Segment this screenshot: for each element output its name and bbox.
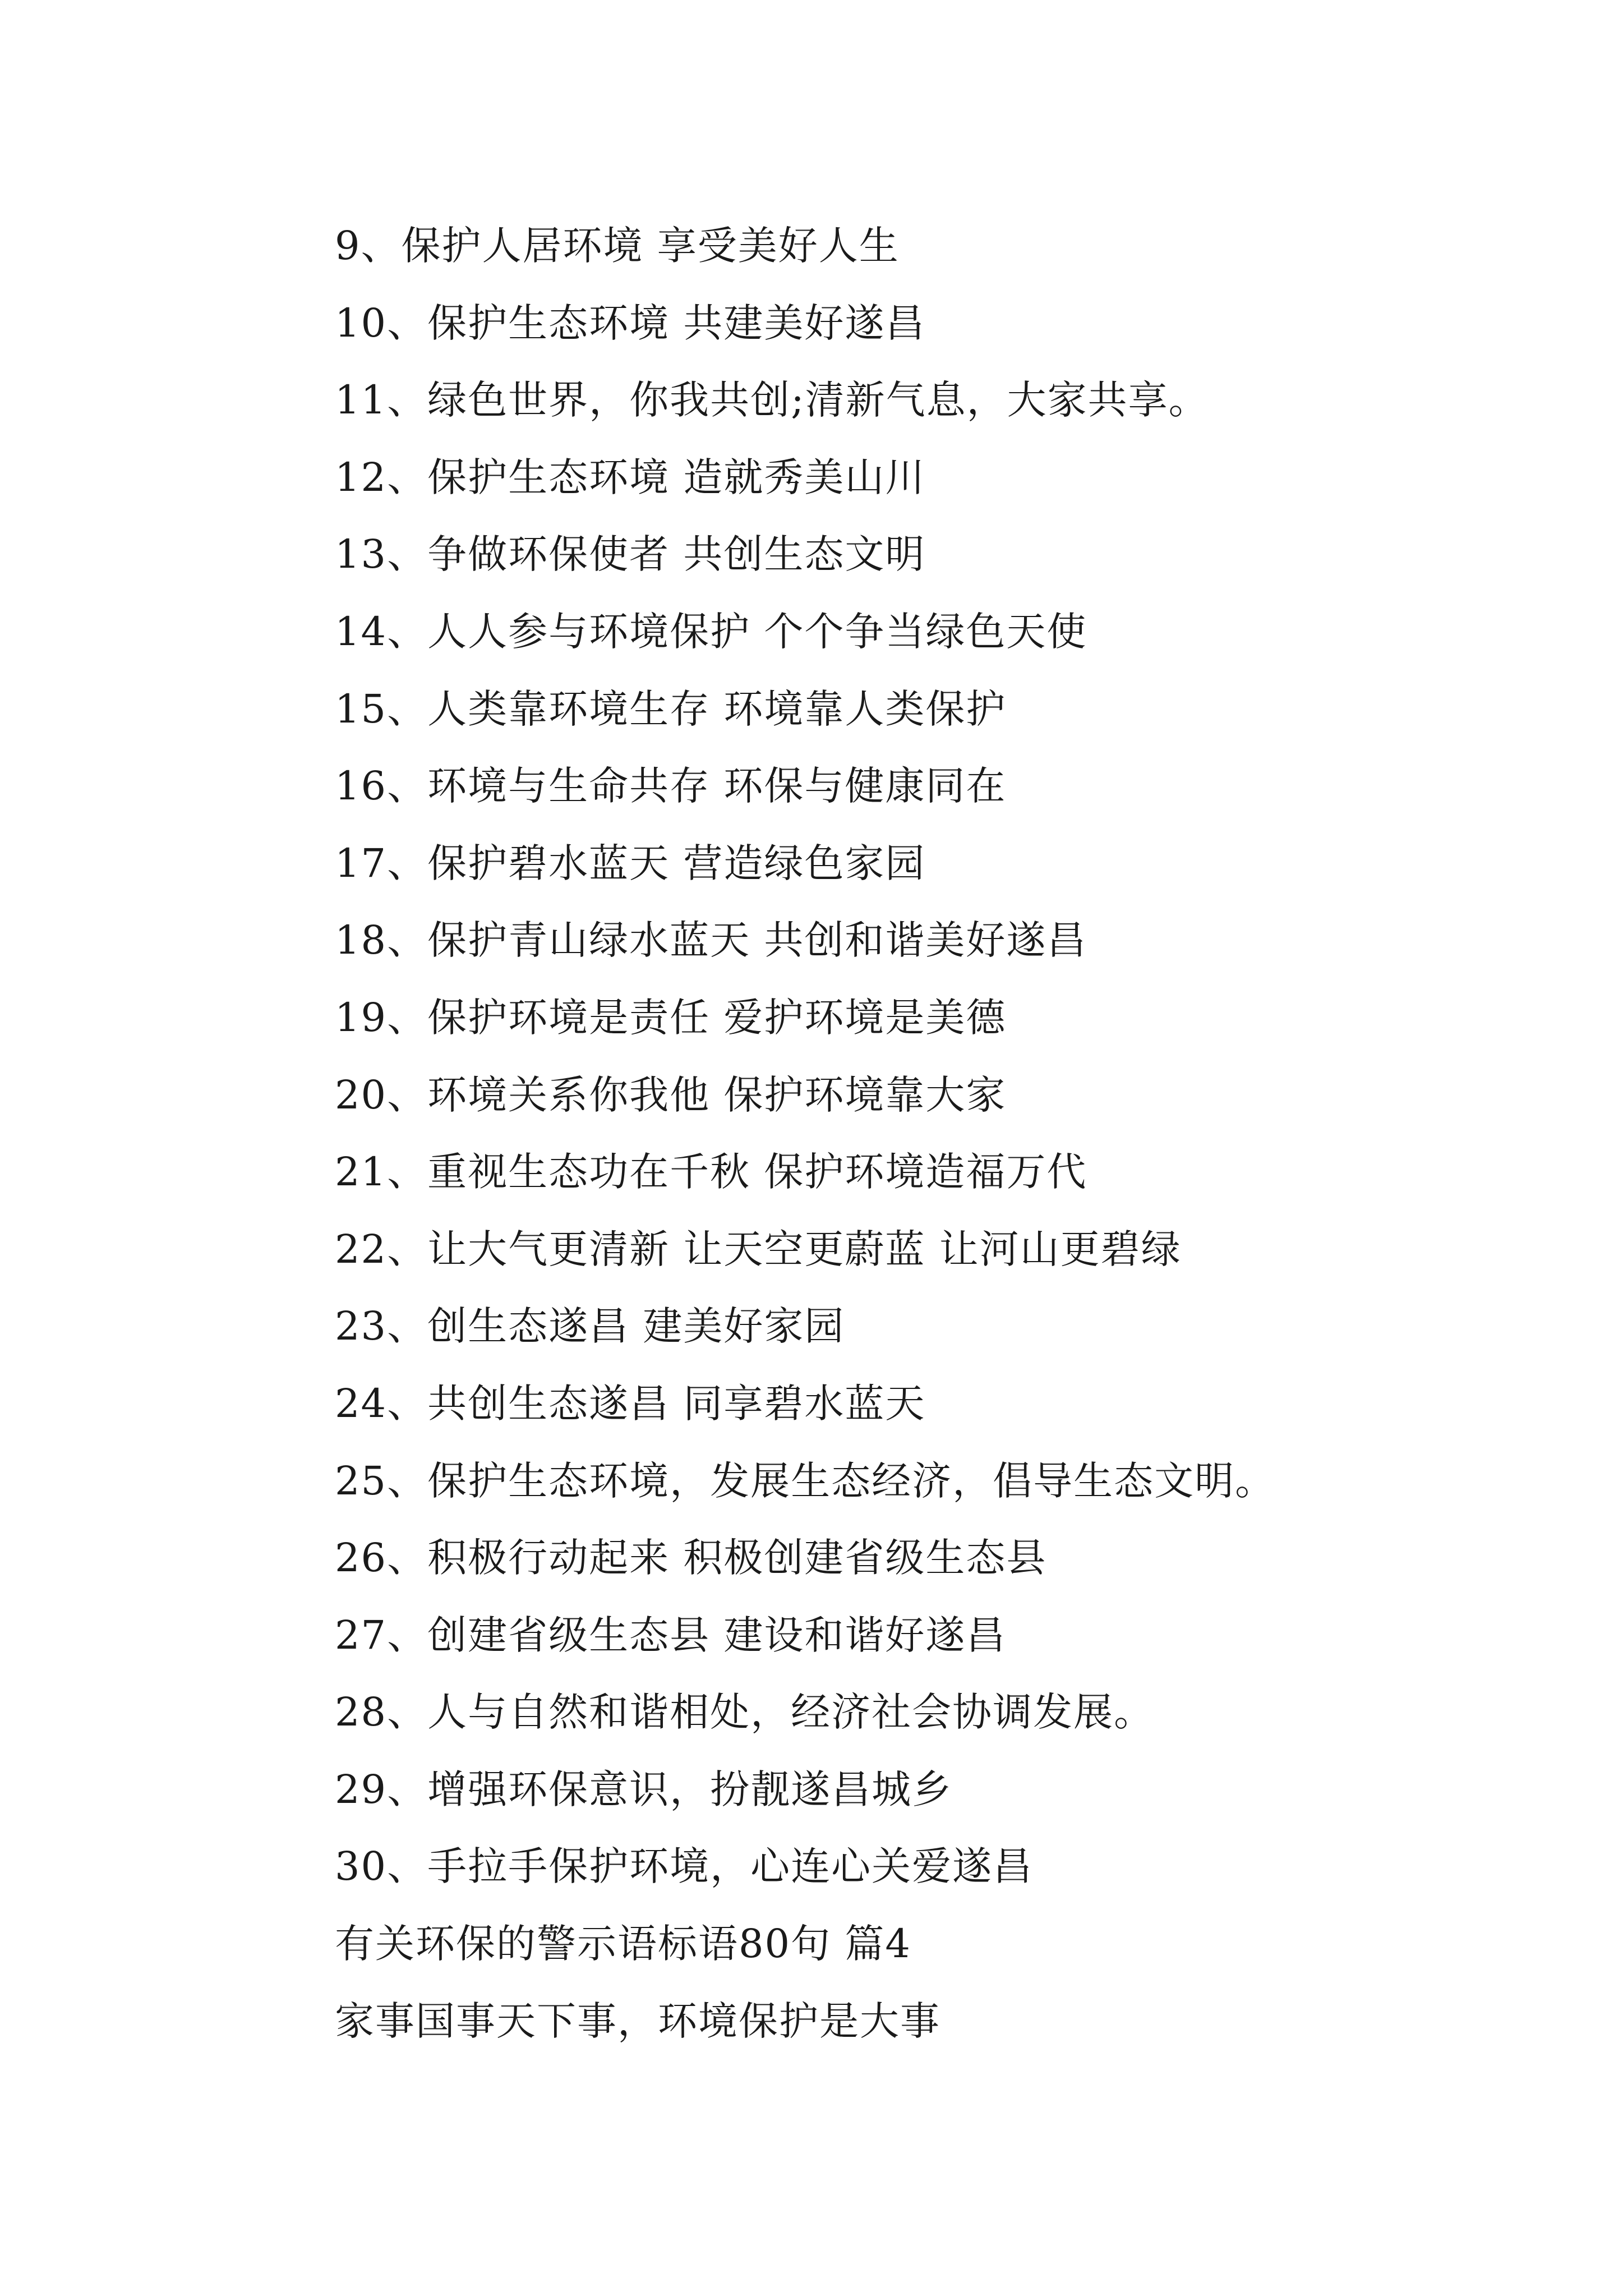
slogan-line: 17、保护碧水蓝天 营造绿色家园 — [335, 840, 926, 886]
slogan-line: 10、保护生态环境 共建美好遂昌 — [335, 300, 926, 346]
slogan-line: 23、创生态遂昌 建美好家园 — [335, 1303, 845, 1350]
slogan-line: 12、保护生态环境 造就秀美山川 — [335, 454, 926, 500]
slogan-line: 11、绿色世界，你我共创;清新气息，大家共享。 — [335, 377, 1209, 424]
slogan-line: 26、积极行动起来 积极创建省级生态县 — [335, 1535, 1047, 1581]
slogan-line: 13、争做环保使者 共创生态文明 — [335, 531, 926, 578]
slogan-line: 25、保护生态环境，发展生态经济，倡导生态文明。 — [335, 1457, 1276, 1504]
slogan-line: 21、重视生态功在千秋 保护环境造福万代 — [335, 1149, 1087, 1195]
slogan-line: 20、环境关系你我他 保护环境靠大家 — [335, 1071, 1007, 1118]
slogan-line: 15、人类靠环境生存 环境靠人类保护 — [335, 685, 1007, 732]
slogan-line: 18、保护青山绿水蓝天 共创和谐美好遂昌 — [335, 917, 1087, 964]
slogan-line: 16、环境与生命共存 环保与健康同在 — [335, 763, 1007, 809]
slogan-line: 24、共创生态遂昌 同享碧水蓝天 — [335, 1380, 926, 1427]
slogan-line: 28、人与自然和谐相处，经济社会协调发展。 — [335, 1689, 1155, 1736]
body-text-line: 家事国事天下事，环境保护是大事 — [335, 1998, 940, 2044]
slogan-line: 22、让大气更清新 让天空更蔚蓝 让河山更碧绿 — [335, 1226, 1182, 1272]
slogan-line: 27、创建省级生态县 建设和谐好遂昌 — [335, 1612, 1007, 1658]
slogan-line: 9、保护人居环境 享受美好人生 — [335, 223, 900, 269]
section-heading: 有关环保的警示语标语80句 篇4 — [335, 1921, 911, 1967]
slogan-list — [335, 216, 1597, 2068]
slogan-line: 29、增强环保意识，扮靓遂昌城乡 — [335, 1766, 953, 1812]
slogan-line: 30、手拉手保护环境，心连心关爱遂昌 — [335, 1843, 1034, 1890]
slogan-line: 19、保护环境是责任 爱护环境是美德 — [335, 994, 1007, 1041]
slogan-line: 14、人人参与环境保护 个个争当绿色天使 — [335, 608, 1087, 655]
